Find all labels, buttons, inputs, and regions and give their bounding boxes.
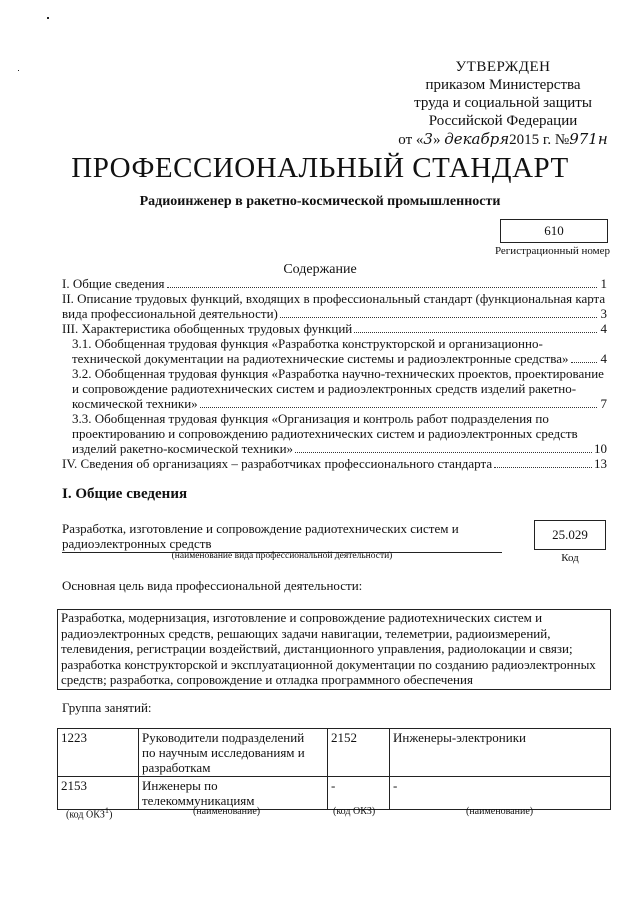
toc-item[interactable] xyxy=(62,321,607,336)
occupation-name-cell xyxy=(139,729,328,777)
goal-line: средств; разработка, сопровождение и отладка программного обеспечения xyxy=(61,672,473,687)
toc-item-text: 3.1. Обобщенная трудовая функция «Разработка конструкторской и организационно- xyxy=(72,336,543,351)
registration-number-label: Регистрационный номер xyxy=(494,245,610,257)
page-title: ПРОФЕССИОНАЛЬНЫЙ СТАНДАРТ xyxy=(71,152,569,184)
leader-dots xyxy=(354,331,597,333)
handwritten-day: 3 xyxy=(423,130,433,148)
okz-code-caption xyxy=(66,806,112,820)
leader-dots xyxy=(280,316,597,318)
cell-line: Руководители подразделений xyxy=(142,730,305,745)
page-subtitle: Радиоинженер в ракетно-космической промышленности xyxy=(139,194,501,209)
toc-item-text: и сопровождение радиотехнических систем и радиоэлектронных средств изделий ракетно- xyxy=(72,381,577,396)
toc-item-page: 4 xyxy=(600,321,607,336)
name-caption-2: (наименование) xyxy=(466,806,534,817)
okz-code-cell: - xyxy=(328,777,390,810)
approval-line-1: приказом Министерства xyxy=(425,77,581,93)
leader-dots xyxy=(494,466,592,468)
toc-item-text: вида профессиональной деятельности) xyxy=(62,306,278,321)
toc-item-page: 10 xyxy=(594,441,607,456)
toc-item-text: IV. Сведения об организациях – разработчиках профессионального стандарта xyxy=(62,456,493,471)
scan-speck xyxy=(47,17,49,19)
toc-item[interactable] xyxy=(62,276,607,291)
toc-item-text: космической техники» xyxy=(72,396,198,411)
toc-item-text: изделий ракетно-космической техники» xyxy=(72,441,294,456)
toc-item-page: 3 xyxy=(600,306,607,321)
toc-item-page: 13 xyxy=(594,456,607,471)
handwritten-number: 971н xyxy=(569,130,608,148)
occupation-group-table xyxy=(57,728,611,810)
approval-block xyxy=(388,58,618,149)
table-row xyxy=(58,729,611,777)
goal-line: радиоэлектронных средств, решающих задачи навигации, телеметрии, радиоизмерений, xyxy=(61,625,551,641)
caption-text: (код ОКЗ xyxy=(66,809,105,821)
section-heading: I. Общие сведения xyxy=(62,486,188,502)
toc-item[interactable] xyxy=(62,411,607,456)
table-row xyxy=(58,777,611,810)
leader-dots xyxy=(200,406,597,408)
toc-item-page: 7 xyxy=(600,396,607,411)
activity-line: радиоэлектронных средств xyxy=(62,536,212,551)
goal-label: Основная цель вида профессиональной деятельности: xyxy=(62,578,363,593)
toc-item-text: III. Характеристика обобщенных трудовых функций xyxy=(62,321,353,336)
group-label: Группа занятий: xyxy=(62,700,152,715)
footnote-mark[interactable]: 1 xyxy=(104,806,110,815)
cell-line: телекоммуникациям xyxy=(142,793,255,808)
okz-code-caption-2: (код ОКЗ) xyxy=(333,806,376,817)
approval-line-3: Российской Федерации xyxy=(428,113,578,129)
toc-item[interactable] xyxy=(62,291,607,321)
occupation-name-cell xyxy=(139,777,328,810)
cell-line: Инженеры по xyxy=(142,778,218,793)
cell-line: по научным исследованиям и xyxy=(142,745,305,760)
toc-item-page: 4 xyxy=(600,351,607,366)
toc-item-text: I. Общие сведения xyxy=(62,276,165,291)
toc-item-text: 3.2. Обобщенная трудовая функция «Разработка научно-технических проектов, проектирование xyxy=(72,366,604,381)
caption-text: ) xyxy=(109,809,113,821)
cell-line: разработкам xyxy=(142,760,211,775)
leader-dots xyxy=(295,451,592,453)
toc-item-text: технической документации на радиотехнические системы и радиоэлектронные средства» xyxy=(72,351,569,366)
toc-item[interactable] xyxy=(62,336,607,366)
activity-code-box: 25.029 xyxy=(534,520,606,550)
scan-speck xyxy=(18,70,19,71)
leader-dots xyxy=(571,361,597,363)
occupation-name-cell: Инженеры-электроники xyxy=(390,729,611,777)
occupation-name-cell: - xyxy=(390,777,611,810)
toc-item-text: II. Описание трудовых функций, входящих в профессиональный стандарт (функциональная карта xyxy=(62,291,606,306)
goal-box xyxy=(57,609,611,690)
okz-code-cell: 1223 xyxy=(58,729,139,777)
registration-number-box: 610 xyxy=(500,219,608,243)
approval-header: УТВЕРЖДЕН xyxy=(455,59,551,75)
activity-line: Разработка, изготовление и сопровождение радиотехнических систем и xyxy=(62,521,459,536)
okz-code-cell: 2152 xyxy=(328,729,390,777)
table-of-contents xyxy=(62,276,607,471)
contents-title: Содержание xyxy=(283,262,357,277)
toc-item-text: проектированию и сопровождению радиотехнических систем и радиоэлектронных средств xyxy=(72,426,578,441)
okz-code-cell: 2153 xyxy=(58,777,139,810)
activity-code-caption: Код xyxy=(561,552,579,564)
activity-name xyxy=(62,521,502,553)
handwritten-month: декабря xyxy=(444,130,510,148)
approval-date-line: от «3» декабря2015 г. №971н xyxy=(398,130,608,148)
toc-item[interactable] xyxy=(62,456,607,471)
date-prefix: от « xyxy=(398,132,424,148)
year-text: 2015 г. № xyxy=(509,132,570,148)
toc-item[interactable] xyxy=(62,366,607,411)
toc-item-page: 1 xyxy=(600,276,607,291)
goal-line: Разработка, модернизация, изготовление и сопровождение радиотехнических систем и xyxy=(61,610,543,625)
goal-line: разработка конструкторской и эксплуатационной документации по созданию радиоэлектронных xyxy=(61,656,596,672)
leader-dots xyxy=(167,286,597,288)
approval-line-2: труда и социальной защиты xyxy=(414,95,592,111)
goal-line: телевидения, регистрации воздействий, дистанционного управления, радиолокации и связи; xyxy=(61,641,573,656)
toc-item-text: 3.3. Обобщенная трудовая функция «Организация и контроль работ подразделения по xyxy=(72,411,549,426)
name-caption: (наименование) xyxy=(193,806,261,817)
activity-caption: (наименование вида профессиональной деятельности) xyxy=(171,551,393,561)
